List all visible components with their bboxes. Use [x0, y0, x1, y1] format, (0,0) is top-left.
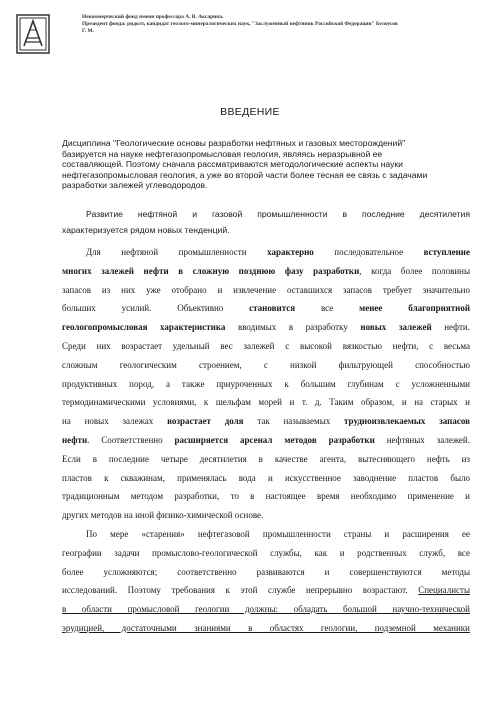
header-line-2: Президент фонда: ридолт, кандидат геолого-минералогических наук, "Заслуженный нефтяник Российской Федерации" Белоусов: [82, 21, 398, 28]
body-line: в области промысловой геологии должны: обладать большой научно-технической: [62, 604, 470, 615]
body-line: продуктивных пород, а также приуроченных к большим глубинам с усложненными: [62, 378, 470, 389]
intro-paragraph: [62, 138, 470, 191]
body-line: Для нефтяной промышленности характерно последовательное вступление: [86, 247, 470, 257]
body-line: традиционным методом разработки, то в настоящее время необходимо применение и: [62, 491, 470, 502]
body-line: других методов на иной физико-химической основе.: [62, 510, 264, 521]
body-line: Среди них возрастает удельный вес залежей с высокой вязкостью нефти, с весьма: [62, 340, 470, 351]
header-text: [82, 14, 482, 36]
body-line: нефти. Соответственно расширяется арсенал методов разработки нефтяных залежей.: [62, 434, 470, 445]
trends-paragraph: [62, 207, 470, 239]
body-line: на новых залежах возрастает доля так называемых трудноизвлекаемых запасов: [62, 416, 470, 427]
intro-line: разработки залежей углеводородов.: [62, 180, 208, 191]
intro-line: базируется на науке нефтегазопромысловая геология, являясь неразрывной ее: [62, 148, 383, 159]
body-line: исследований. Поэтому требования к этой службе непрерывно возрастают. Специалисты: [62, 585, 470, 596]
body-line: больших усилий. Объективно становится все менее благоприятной: [62, 303, 470, 314]
body-line: запасов из них уже отобрано и извлечение оставшихся запасов требует значительно: [62, 284, 470, 295]
body-line: эрудицией, достаточными знаниями в областях геологии, подземной механики: [62, 622, 470, 633]
trends-line: характеризуется рядом новых тенденций.: [62, 224, 230, 235]
body-line: более усложняются; соответственно развиваются и совершенствуются методы: [62, 566, 470, 577]
body-line: термодинамическими условиями, к шельфам морей и т. д. Таким образом, и на старых и: [62, 397, 470, 408]
body-line: сложным геологическим строением, с низкой фильтрующей способностью: [62, 359, 470, 370]
body-line: геологопромысловая характеристика вводимых в разработку новых залежей нефти.: [62, 322, 470, 333]
trends-line: Развитие нефтяной и газовой промышленности в последние десятилетия: [86, 209, 470, 219]
intro-line: составляющей. Поэтому сначала рассматриваются методологические аспекты науки: [62, 159, 403, 170]
header-line-1: Некоммерческий фонд имени профессора А. В. Аксарина.: [82, 14, 224, 20]
body-line: Если в последние четыре десятилетия в качестве агента, вытесняющего нефть из: [62, 453, 470, 464]
body-line: многих залежей нефти в сложную позднюю фазу разработки, когда более половины: [62, 265, 470, 276]
foundation-logo-icon: [16, 14, 50, 54]
page-title: ВВЕДЕНИЕ: [220, 106, 280, 118]
body-line: пластов к скважинам, применялась вода и искусственное заводнение пластов было: [62, 472, 470, 483]
header-line-3: Г. М.: [82, 28, 94, 35]
intro-line: Дисциплина "Геологические основы разработки нефтяных и газовых месторождений": [62, 138, 406, 148]
document-header: [12, 10, 488, 60]
body-line: По мере «старения» нефтегазовой промышленности страны и расширения ее: [86, 528, 470, 539]
intro-line: нефтегазопромысловая геология, а уже во второй части более тесная ее связь с задачами: [62, 169, 428, 180]
body-text: [62, 243, 470, 638]
body-line: географии задачи промыслово-геологической службы, как и родственных служб, все: [62, 547, 470, 558]
